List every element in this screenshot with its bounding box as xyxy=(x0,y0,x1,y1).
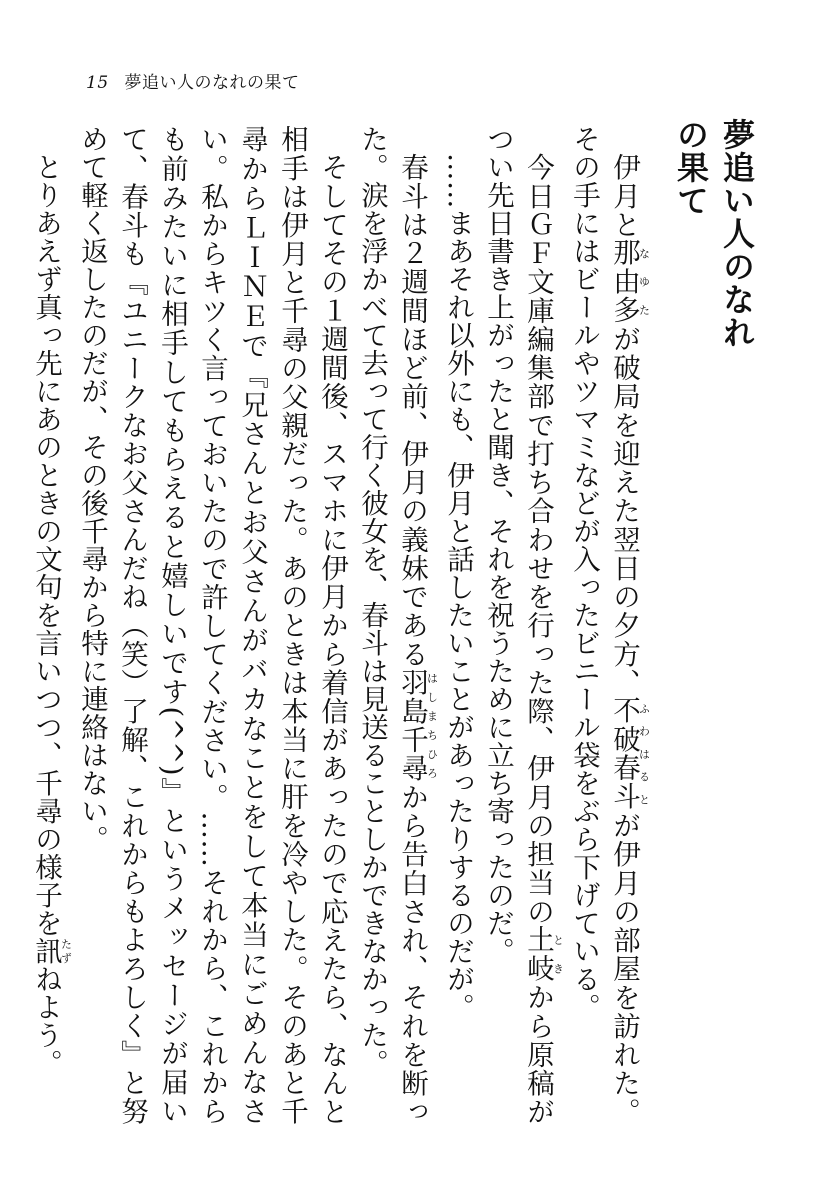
text-run: 伊月と xyxy=(608,152,640,239)
text-run: ねよう。 xyxy=(30,964,62,1077)
ruby-word: 那由多なゆた xyxy=(608,238,651,325)
paragraph xyxy=(478,125,564,1125)
paragraph xyxy=(26,125,72,1125)
body-text xyxy=(26,125,650,1125)
text-run: 春斗は２週間ほど前、伊月の義妹である xyxy=(396,152,428,668)
paragraph xyxy=(564,125,650,1125)
ruby-word: 羽島千尋はしまちひろ xyxy=(396,667,439,783)
ruby-reading: はしまちひろ xyxy=(425,667,439,782)
text-run: ……まあそれ以外にも、伊月と話したいことがあったりするのだが。 xyxy=(442,152,474,1021)
ruby-word: 訊たず xyxy=(30,936,73,965)
paragraph xyxy=(352,125,438,1125)
text-run: が伊月の部屋を訪れた。その手にはビールやツマミなどが入ったビニール袋をぶら下げている。 xyxy=(568,125,640,1126)
page-number: 15 xyxy=(86,73,109,93)
chapter-title: 夢追い人のなれの果て xyxy=(672,118,756,349)
paragraph xyxy=(438,125,478,1125)
running-head xyxy=(86,68,300,93)
ruby-reading: とき xyxy=(551,925,565,982)
text-run: そしてその１週間後、スマホに伊月から着信があったので応えたら、なんと相手は伊月と千尋の父親だった。あのときは本当に肝を冷やした。そのあと千尋からＬＩＮＥで『兄さんとお父さんがバカなことをして本当にごめんなさい。私からキツく言っておいたので許してください。……それから、これからも前みたいに相手してもらえると嬉しいです(^^)』というメッセージが届いて、春斗も『ユニークなお父さんだね（笑）了解、これからもよろしく』と努めて軽く返したのだが、その後千尋から特に連絡はない。 xyxy=(76,125,348,1126)
ruby-word: 土岐とき xyxy=(522,925,565,983)
paragraph xyxy=(72,125,352,1125)
text-run: が破局を迎えた翌日の夕方、 xyxy=(608,324,640,697)
text-run: 今日ＧＦ文庫編集部で打ち合わせを行った際、伊月の担当の xyxy=(522,152,554,926)
running-head-title: 夢追い人のなれの果て xyxy=(124,73,300,93)
text-run: とりあえず真っ先にあのときの文句を言いつつ、千尋の様子を xyxy=(30,152,62,937)
text-run: から告白され、それを断った。涙を浮かべて去って行く彼女を、春斗は見送ることしかできなかった。 xyxy=(356,125,428,1126)
ruby-reading: ふわはると xyxy=(637,696,651,811)
text-run: から原稿がつい先日書き上がったと聞き、それを祝うために立ち寄ったのだ。 xyxy=(482,125,554,1126)
ruby-reading: たず xyxy=(59,936,73,965)
ruby-word: 不破春斗ふわはると xyxy=(608,696,651,811)
ruby-reading: なゆた xyxy=(637,238,651,324)
